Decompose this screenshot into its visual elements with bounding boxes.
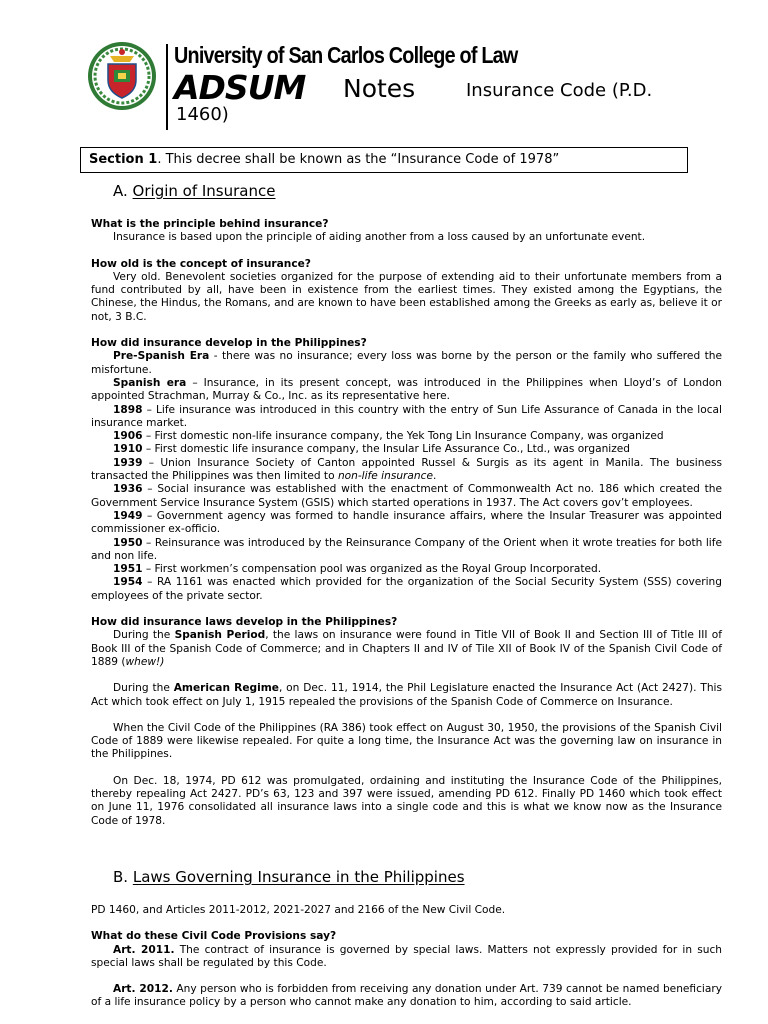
article-text: The contract of insurance is governed by special laws. Matters not expressly provided for in such special laws shall be regulated by this Code. bbox=[91, 943, 723, 969]
timeline-text: – Union Insurance Society of Canton appointed Russel & Surgis as its agent in Manila. The business transacted the Philippines was then limited to bbox=[91, 456, 722, 483]
paragraph-text: During the bbox=[113, 682, 174, 695]
paragraph-text: , on Dec. 11, 1914, the Phil Legislature enacted the Insurance Act (Act 2427). This Act which took effect on July 1, 1915 repealed the provisions of the Spanish Code of Commerce on Insurance. bbox=[91, 682, 723, 708]
paragraph-emphasis: American Regime bbox=[173, 682, 279, 695]
section-1-text: . This decree shall be known as the “Insurance Code of 1978” bbox=[157, 152, 560, 167]
article-2011 bbox=[91, 944, 722, 971]
timeline-text: – Insurance, in its present concept, was introduced in the Philippines when Lloyd’s of London appointed Strachman, Murray & Co., Inc. as its representative here. bbox=[91, 376, 722, 403]
timeline-item bbox=[91, 563, 722, 576]
part-a-heading bbox=[113, 182, 275, 200]
timeline-label: 1954 bbox=[113, 576, 143, 589]
section-1-label: Section 1 bbox=[89, 152, 158, 167]
notes-label: Notes bbox=[343, 74, 416, 103]
timeline-label: Pre-Spanish Era bbox=[113, 350, 210, 363]
part-a-letter: A. bbox=[113, 182, 128, 200]
topic-title-continued: 1460) bbox=[176, 104, 229, 125]
question-civil-code: What do these Civil Code Provisions say? bbox=[91, 930, 337, 943]
timeline-text: – Life insurance was introduced in this country with the entry of Sun Life Assurance of Canada in the local insurance market. bbox=[91, 403, 722, 429]
timeline-item bbox=[91, 350, 722, 377]
timeline-text: – Government agency was formed to handle insurance affairs, where the Insular Treasurer was appointed commissioner ex-officio. bbox=[91, 509, 722, 536]
paragraph-american-regime bbox=[91, 682, 722, 709]
timeline-item bbox=[91, 483, 722, 510]
answer-concept-age: Very old. Benevolent societies organized for the purpose of extending aid to their unfortunate members from a fund contributed by all, have been in existence from the earliest times. They existed among the Egyptians, the Chinese, the Hindus, the Romans, and are known to have been established among the Greeks as early as, believe it or not, 3 B.C. bbox=[91, 270, 722, 323]
paragraph-emphasis: Spanish Period bbox=[174, 629, 266, 642]
paragraph-pd-612: On Dec. 18, 1974, PD 612 was promulgated, ordaining and instituting the Insurance Code of the Philippines, thereby repealing Act 2427. PD’s 63, 123 and 397 were issued, amending PD 612. Finally PD 1460 which took effect on June 11, 1976 consolidated all insurance laws into a single code and this is what we know now as the Insurance Code of 1978. bbox=[91, 774, 722, 827]
timeline-item bbox=[91, 443, 722, 456]
part-a-title: Origin of Insurance bbox=[132, 182, 276, 200]
timeline-text: – Social insurance was established with the enactment of Commonwealth Act no. 186 which created the Government Service Insurance System (GSIS) which started operations in 1937. The Act covers gov’t employees. bbox=[91, 483, 722, 509]
timeline-item bbox=[91, 457, 722, 484]
timeline-label: 1949 bbox=[113, 509, 143, 522]
university-title: University of San Carlos College of Law bbox=[174, 42, 518, 68]
part-b-heading bbox=[113, 868, 465, 886]
timeline-label: 1936 bbox=[113, 483, 143, 496]
timeline-text: – RA 1161 was enacted which provided for the organization of the Social Security System (SSS) covering employees of the private sector. bbox=[91, 576, 722, 602]
timeline-label: 1910 bbox=[113, 443, 143, 456]
part-b-content bbox=[91, 904, 722, 1010]
timeline-label: 1939 bbox=[113, 456, 143, 469]
paragraph-civil-code: When the Civil Code of the Philippines (RA 386) took effect on August 30, 1950, the provisions of the Spanish Civil Code of 1889 were likewise repealed. For quite a long time, the Insurance Act was the governing law on insurance in the Philippines. bbox=[91, 721, 722, 761]
paragraph-spanish-period bbox=[91, 629, 722, 669]
question-ph-development: How did insurance develop in the Philippines? bbox=[91, 337, 367, 350]
question-concept-age: How old is the concept of insurance? bbox=[91, 257, 311, 270]
article-label: Art. 2012. bbox=[113, 983, 173, 996]
timeline-item bbox=[91, 537, 722, 564]
timeline-item bbox=[91, 404, 722, 431]
answer-principle: Insurance is based upon the principle of aiding another from a loss caused by an unfortunate event. bbox=[113, 231, 646, 244]
question-laws-development: How did insurance laws develop in the Philippines? bbox=[91, 616, 398, 629]
article-2012 bbox=[91, 983, 722, 1010]
timeline-item bbox=[91, 377, 722, 404]
timeline-item bbox=[91, 430, 722, 443]
timeline-text: – First domestic life insurance company, the Insular Life Assurance Co., Ltd., was organized bbox=[142, 443, 631, 456]
timeline-label: 1951 bbox=[113, 563, 143, 576]
timeline-label: Spanish era bbox=[113, 376, 187, 389]
timeline-text: – Reinsurance was introduced by the Reinsurance Company of the Orient when it wrote treaties for both life and non life. bbox=[91, 536, 722, 562]
timeline-item bbox=[91, 576, 722, 603]
timeline-label: 1898 bbox=[113, 403, 143, 416]
timeline-text: – First workmen’s compensation pool was organized as the Royal Group Incorporated. bbox=[142, 563, 602, 576]
paragraph-italic: whew!) bbox=[125, 655, 165, 668]
part-a-content bbox=[91, 218, 722, 828]
timeline-label: 1906 bbox=[113, 430, 143, 443]
university-seal-logo bbox=[86, 40, 158, 112]
timeline-italic: non-life insurance bbox=[337, 470, 433, 483]
laws-intro: PD 1460, and Articles 2011-2012, 2021-2027 and 2166 of the New Civil Code. bbox=[91, 904, 506, 916]
part-b-title: Laws Governing Insurance in the Philippines bbox=[132, 868, 465, 886]
part-b-letter: B. bbox=[113, 868, 129, 886]
paragraph-text: , the laws on insurance were found in Title VII of Book II and Section III of Title III of Book III of the Spanish Code of Commerce; and in Chapters II and IV of Tile XII of Book IV of the Spanish Civil Code of 1889 ( bbox=[91, 629, 722, 668]
timeline-text: - there was no insurance; every loss was borne by the person or the family who suffered the misfortune. bbox=[91, 350, 722, 376]
paragraph-text: During the bbox=[113, 629, 175, 642]
timeline-label: 1950 bbox=[113, 536, 143, 549]
timeline-tail: . bbox=[432, 470, 437, 483]
header-divider bbox=[166, 44, 168, 130]
topic-title: Insurance Code (P.D. bbox=[466, 80, 653, 101]
article-label: Art. 2011. bbox=[113, 943, 175, 956]
timeline-text: – First domestic non-life insurance company, the Yek Tong Lin Insurance Company, was organized bbox=[142, 430, 664, 443]
section-1-box bbox=[80, 147, 688, 173]
adsum-brand: ADSUM bbox=[174, 68, 306, 107]
question-principle: What is the principle behind insurance? bbox=[91, 218, 329, 230]
article-text: Any person who is forbidden from receiving any donation under Art. 739 cannot be named beneficiary of a life insurance policy by a person who cannot make any donation to him, according to said article. bbox=[91, 983, 722, 1009]
timeline-item bbox=[91, 510, 722, 537]
